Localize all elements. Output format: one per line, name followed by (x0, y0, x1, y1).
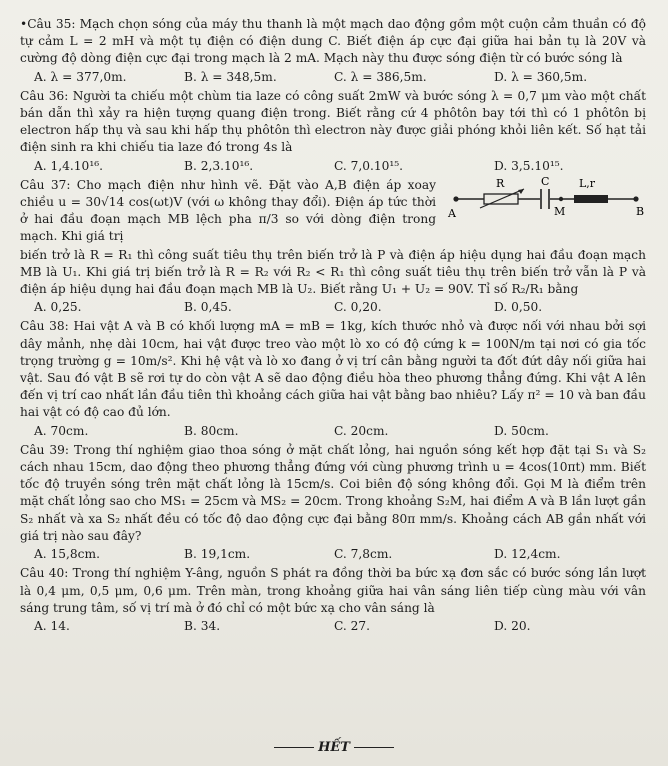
question-38-options (20, 423, 646, 440)
label-c: C (541, 174, 550, 188)
question-36 (20, 88, 646, 157)
option-c: C. 7,0.10¹⁵. (334, 158, 404, 173)
question-40 (20, 565, 646, 617)
circuit-diagram (446, 175, 646, 219)
option-d: D. 20. (494, 618, 531, 633)
option-c: C. 7,8cm. (334, 547, 393, 562)
node-b (633, 196, 638, 201)
option-b: B. 2,3.10¹⁶. (184, 158, 254, 173)
question-38-text: Câu 38: Hai vật A và B có khối lượng mA = mB = 1kg, kích thước nhỏ và được nối với nhau bởi sợi dây mảnh, nhẹ dài 10cm, hai vật được treo vào một lò xo có độ cứng k = 100N/m tại nơi có gia tốc trọng trường g = 10m/s². Khi hệ vật và lò xo đang ở vị trí cân bằng người ta đốt đứt dây nối giữa hai vật. Sau đó vật B sẽ rơi tự do còn vật A sẽ dao động điều hòa theo phương thẳng đứng. Khi vật A lên đến vị trí cao nhất lần đầu tiên thì khoảng cách giữa hai vật bằng bao nhiêu? Lấy π² = 10 và ban đầu hai vật có độ cao đủ lớn. (20, 319, 646, 420)
question-38 (20, 318, 646, 421)
end-rule-left (274, 747, 314, 748)
option-b: B. 19,1cm. (184, 547, 251, 562)
option-a: A. 0,25. (34, 300, 82, 315)
question-37-options (20, 299, 646, 316)
option-d: D. 3,5.10¹⁵. (494, 158, 564, 173)
option-a: A. 15,8cm. (34, 547, 100, 562)
option-d: D. 12,4cm. (494, 547, 561, 562)
option-d: D. 50cm. (494, 423, 549, 438)
option-a: A. 14. (34, 618, 70, 633)
question-40-text: Câu 40: Trong thí nghiệm Y-âng, nguồn S phát ra đồng thời ba bức xạ đơn sắc có bước sóng lần lượt là 0,4 μm, 0,5 μm, 0,6 μm. Trên màn, trong khoảng giữa hai vân sáng liên tiếp cùng màu với vân sáng trung tâm, số vị trí mà ở đó chỉ có một bức xạ cho vân sáng là (20, 566, 646, 615)
question-37-body: biến trở là R = R₁ thì công suất tiêu thụ trên biến trở là P và điện áp hiệu dụng hai đầu đoạn mạch MB là U₁. Khi giá trị biến trở là R = R₂ với R₂ < R₁ thì công suất tiêu thụ trên biến trở vẫn là P và điện áp hiệu dụng hai đầu đoạn mạch MB là U₂. Biết rằng U₁ + U₂ = 90V. Tỉ số R₂/R₁ bằng (20, 247, 646, 297)
question-35-text: •Câu 35: Mạch chọn sóng của máy thu thanh là một mạch dao động gồm một cuộn cảm thuần có độ tự cảm L = 2 mH và một tụ điện có điện dung C. Biết điện áp cực đại giữa hai bản tụ là 20V và cường độ dòng điện cực đại trong mạch là 2 mA. Mạch này thu được sóng điện từ có bước sóng là (20, 17, 646, 66)
option-c: C. 0,20. (334, 300, 382, 315)
question-39-options (20, 546, 646, 563)
question-39 (20, 442, 646, 545)
label-a: A (448, 206, 456, 219)
question-37-head: Câu 37: Cho mạch điện như hình vẽ. Đặt vào A,B điện áp xoay chiều u = 30√14 cos(ωt)V (với ω không thay đổi). Điện áp tức thời ở hai đầu đoạn mạch MB lệch pha π/3 so với dòng điện trong mạch. Khi giá trị (20, 177, 436, 244)
question-40-options (20, 618, 646, 635)
option-b: B. 34. (184, 618, 221, 633)
question-36-options (20, 158, 646, 175)
label-lr: L,r (579, 176, 596, 190)
label-b: B (636, 204, 645, 218)
question-39-text: Câu 39: Trong thí nghiệm giao thoa sóng ở mặt chất lỏng, hai nguồn sóng kết hợp đặt tại S₁ và S₂ cách nhau 15cm, dao động theo phương thẳng đứng với cùng phương trình u = 4cos(10πt) mm. Biết tốc độ truyền sóng trên mặt chất lỏng là 15cm/s. Coi biên độ sóng không đổi. Gọi M là điểm trên mặt chất lỏng sao cho MS₁ = 25cm và MS₂ = 20cm. Trong khoảng S₂M, hai điểm A và B lần lượt gần S₂ nhất và xa S₂ nhất đều có tốc độ dao động cực đại bằng 80π mm/s. Khoảng cách AB gần nhất với giá trị nào sau đây? (20, 442, 646, 543)
end-rule-right (354, 747, 394, 748)
label-m: M (554, 204, 566, 218)
option-a: A. 70cm. (34, 423, 89, 438)
option-c: C. λ = 386,5m. (334, 69, 427, 84)
question-37 (20, 174, 646, 298)
option-b: B. λ = 348,5m. (184, 69, 277, 84)
node-m (559, 197, 563, 201)
node-a (453, 196, 458, 201)
label-r: R (496, 176, 505, 190)
option-b: B. 80cm. (184, 423, 239, 438)
question-35 (20, 16, 646, 68)
option-a: A. 1,4.10¹⁶. (34, 158, 103, 173)
option-d: D. 0,50. (494, 300, 543, 315)
end-marker (0, 739, 668, 756)
option-c: C. 20cm. (334, 423, 389, 438)
option-b: B. 0,45. (184, 300, 232, 315)
option-a: A. λ = 377,0m. (34, 69, 127, 84)
question-35-options (20, 69, 646, 86)
question-36-text: Câu 36: Người ta chiếu một chùm tia laze có công suất 2mW và bước sóng λ = 0,7 μm vào một chất bán dẫn thì xảy ra hiện tượng quang điện trong. Biết rằng cứ 4 phôtôn bay tới thì có 1 phôtôn bị electron hấp thụ và sau khi hấp thụ phôtôn thì electron này được giải phóng khỏi liên kết. Số hạt tải điện sinh ra khi chiếu tia laze đó trong 4s là (20, 88, 646, 155)
end-text: HẾT (318, 739, 350, 755)
option-d: D. λ = 360,5m. (494, 69, 588, 84)
option-c: C. 27. (334, 618, 371, 633)
inductor-lr (574, 195, 608, 203)
